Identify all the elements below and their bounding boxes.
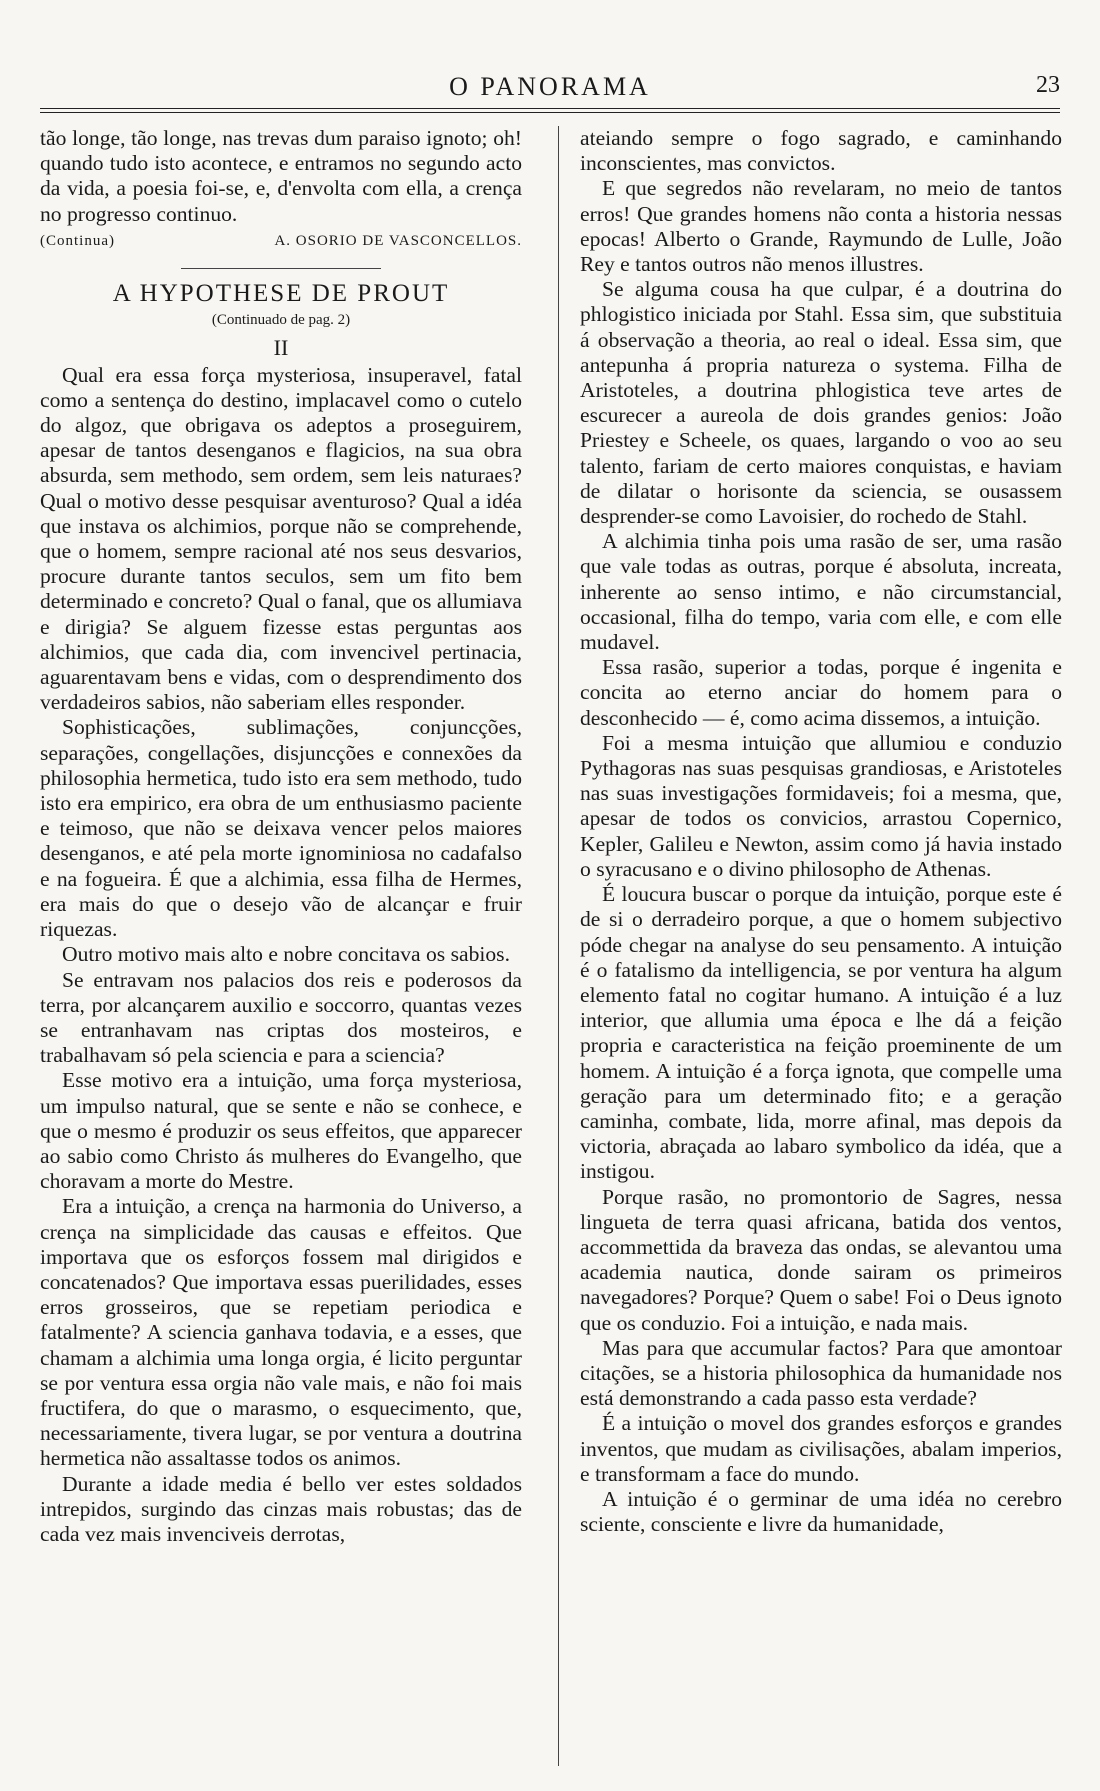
paragraph: Se alguma cousa ha que culpar, é a doutrina do phlogistico iniciada por Stahl. Essa sim, que substituia á observação a theoria, ao real o ideal. Essa sim, que antepunha á propria natureza o systema. Filha de Aristoteles, a doutrina phlogistica teve artes de escurecer a aureola de dois grandes genios: João Priestey e Scheele, os quaes, largando o voo ao seu talento, fariam de certo maiores conquistas, e haviam de dilatar o horisonte da sciencia, se ousassem desprender-se como Lavoisier, do rochedo de Stahl. [580,277,1062,529]
page-number: 23 [1036,72,1060,98]
author-signature: A. OSORIO DE VASCONCELLOS. [274,232,522,249]
left-column [40,126,522,1547]
article-divider [181,268,381,269]
article-title: A HYPOTHESE DE PROUT [112,280,450,308]
paragraph: Qual era essa força mysteriosa, insuperavel, fatal como a sentença do destino, implacavel como o cutelo do algoz, que obrigava os adeptos a proseguirem, apesar de tantos desenganos e flagicios, na sua obra absurda, sem methodo, sem ordem, sem leis naturaes? Qual o motivo desse pesquisar aventuroso? Qual a idéa que instava os alchimios, porque não se comprehende, que o homem, sempre racional até nos seus desvarios, procure durante tantos seculos, sem um fito bem determinado e concreto? Qual o fanal, que os allumiava e dirigia? Se alguem fizesse estas perguntas aos alchimios, que cada dia, com invencivel pertinacia, aguarentavam bens e vidas, com o desprendimento dos verdadeiros sabios, não saberiam elles responder. [40,362,522,715]
signature-row [40,229,522,254]
paragraph: Mas para que accumular factos? Para que amontoar citações, se a historia philosophica da humanidade nos está demonstrando a cada passo esta verdade? [580,1335,1062,1411]
article-subtitle: (Continuado de pag. 2) [211,312,351,329]
paragraph: A alchimia tinha pois uma rasão de ser, uma rasão que vale todas as outras, porque é absoluta, increata, inherente ao senso intimo, e não circumstancial, occasional, filha do tempo, varia com elle, e com elle mudavel. [580,529,1062,655]
paragraph: Porque rasão, no promontorio de Sagres, nessa lingueta de terra quasi africana, batida dos ventos, accommettida da braveza das ondas, se alevantou uma academia nautica, donde sairam os primeiros navegadores? Porque? Quem o sabe! Foi o Deus ignoto que os conduzio. Foi a intuição, e nada mais. [580,1184,1062,1335]
periodical-title: O PANORAMA [449,72,651,101]
paragraph: A intuição é o germinar de uma idéa no cerebro sciente, consciente e livre da humanidade, [580,1486,1062,1537]
paragraph: Era a intuição, a crença na harmonia do Universo, a crença na simplicidade das causas e effeitos. Que importava que os esforços fossem mal dirigidos e concatenados? Que importava essas puerilidades, esses erros grosseiros, que se repetiam periodica e fatalmente? A sciencia ganhava todavia, e a esses, que chamam a alchimia uma longa orgia, é licito perguntar se por ventura essa orgia não vale mais, e não foi mais fructifera, do que o marasmo, o esquecimento, que, necessariamente, tivera lugar, se por ventura a doutrina hermetica não assaltasse todos os animos. [40,1194,522,1471]
continued-paragraph: tão longe, tão longe, nas trevas dum paraiso ignoto; oh! quando tudo isto acontece, e entramos no segundo acto da vida, a poesia foi-se, e, d'envolta com ella, a crença no progresso continuo. [40,126,522,226]
paragraph: ateiando sempre o fogo sagrado, e caminhando inconscientes, mas convictos. [580,126,1062,176]
paragraph: Sophisticações, sublimações, conjuncções, separações, congellações, disjuncções e connexões da philosophia hermetica, tudo isto era sem methodo, tudo isto era empirico, era obra de um enthusiasmo paciente e teimoso, que não se deixava vencer pelos maiores desenganos, e até pela morte ignominiosa no cadafalso e na fogueira. É que a alchimia, essa filha de Hermes, era mais do que o desejo vão de alcançar e fruir riquezas. [40,715,522,942]
right-column [580,126,1062,1537]
paragraph: Outro motivo mais alto e nobre concitava os sabios. [62,942,510,967]
paragraph: E que segredos não revelaram, no meio de tantos erros! Que grandes homens não conta a historia nessas epocas! Alberto o Grande, Raymundo de Lulle, João Rey e tantos outros não menos illustres. [580,176,1062,277]
column-divider [558,126,559,1766]
paragraph: Essa rasão, superior a todas, porque é ingenita e concita ao eterno anciar do homem para o desconhecido — é, como acima dissemos, a intuição. [580,655,1062,730]
continua-note: (Continua) [40,232,115,249]
section-number: II [273,335,289,361]
paragraph: Esse motivo era a intuição, uma força mysteriosa, um impulso natural, que se sente e não se conhece, e que o mesmo é produzir os seus effeitos, que apparecer ao sabio como Christo ás mulheres do Evangelho, que choravam a morte do Mestre. [40,1068,522,1194]
paragraph: É a intuição o movel dos grandes esforços e grandes inventos, que mudam as civilisações, abalam imperios, e transformam a face do mundo. [580,1411,1062,1486]
paragraph: Foi a mesma intuição que allumiou e conduzio Pythagoras nas suas pesquisas grandiosas, e Aristoteles nas suas investigações formidaveis; foi a mesma, que, apesar de todos os convicios, arrastou Copernico, Kepler, Galileu e Newton, assim como já havia instado o syracusano e o divino philosopho de Athenas. [580,730,1062,881]
left-body [40,363,522,1548]
header-rule [40,108,1060,113]
paragraph: Se entravam nos palacios dos reis e poderosos da terra, por alcançarem auxilio e soccorro, quantas vezes se entranhavam nas criptas dos mosteiros, e trabalhavam só pela sciencia e para a sciencia? [40,967,522,1068]
page-header [40,72,1060,112]
paragraph: É loucura buscar o porque da intuição, porque este é de si o derradeiro porque, a que o homem subjectivo póde chegar na analyse do seu pensamento. A intuição é o fatalismo da intelligencia, se por ventura ha algum elemento fatal no cogitar humano. A intuição é a luz interior, que allumia uma época e lhe dá a feição propria e caracteristica na feição proeminente de um homem. A intuição é a força ignota, que compelle uma geração para um determinado fito; e a geração caminha, combate, lida, morre afinal, mas depois da victoria, abraçada ao labaro symbolico da idéa, que a instigou. [580,882,1062,1184]
paragraph: Durante a idade media é bello ver estes soldados intrepidos, surgindo das cinzas mais robustas; das de cada vez mais invenciveis derrotas, [40,1471,522,1546]
